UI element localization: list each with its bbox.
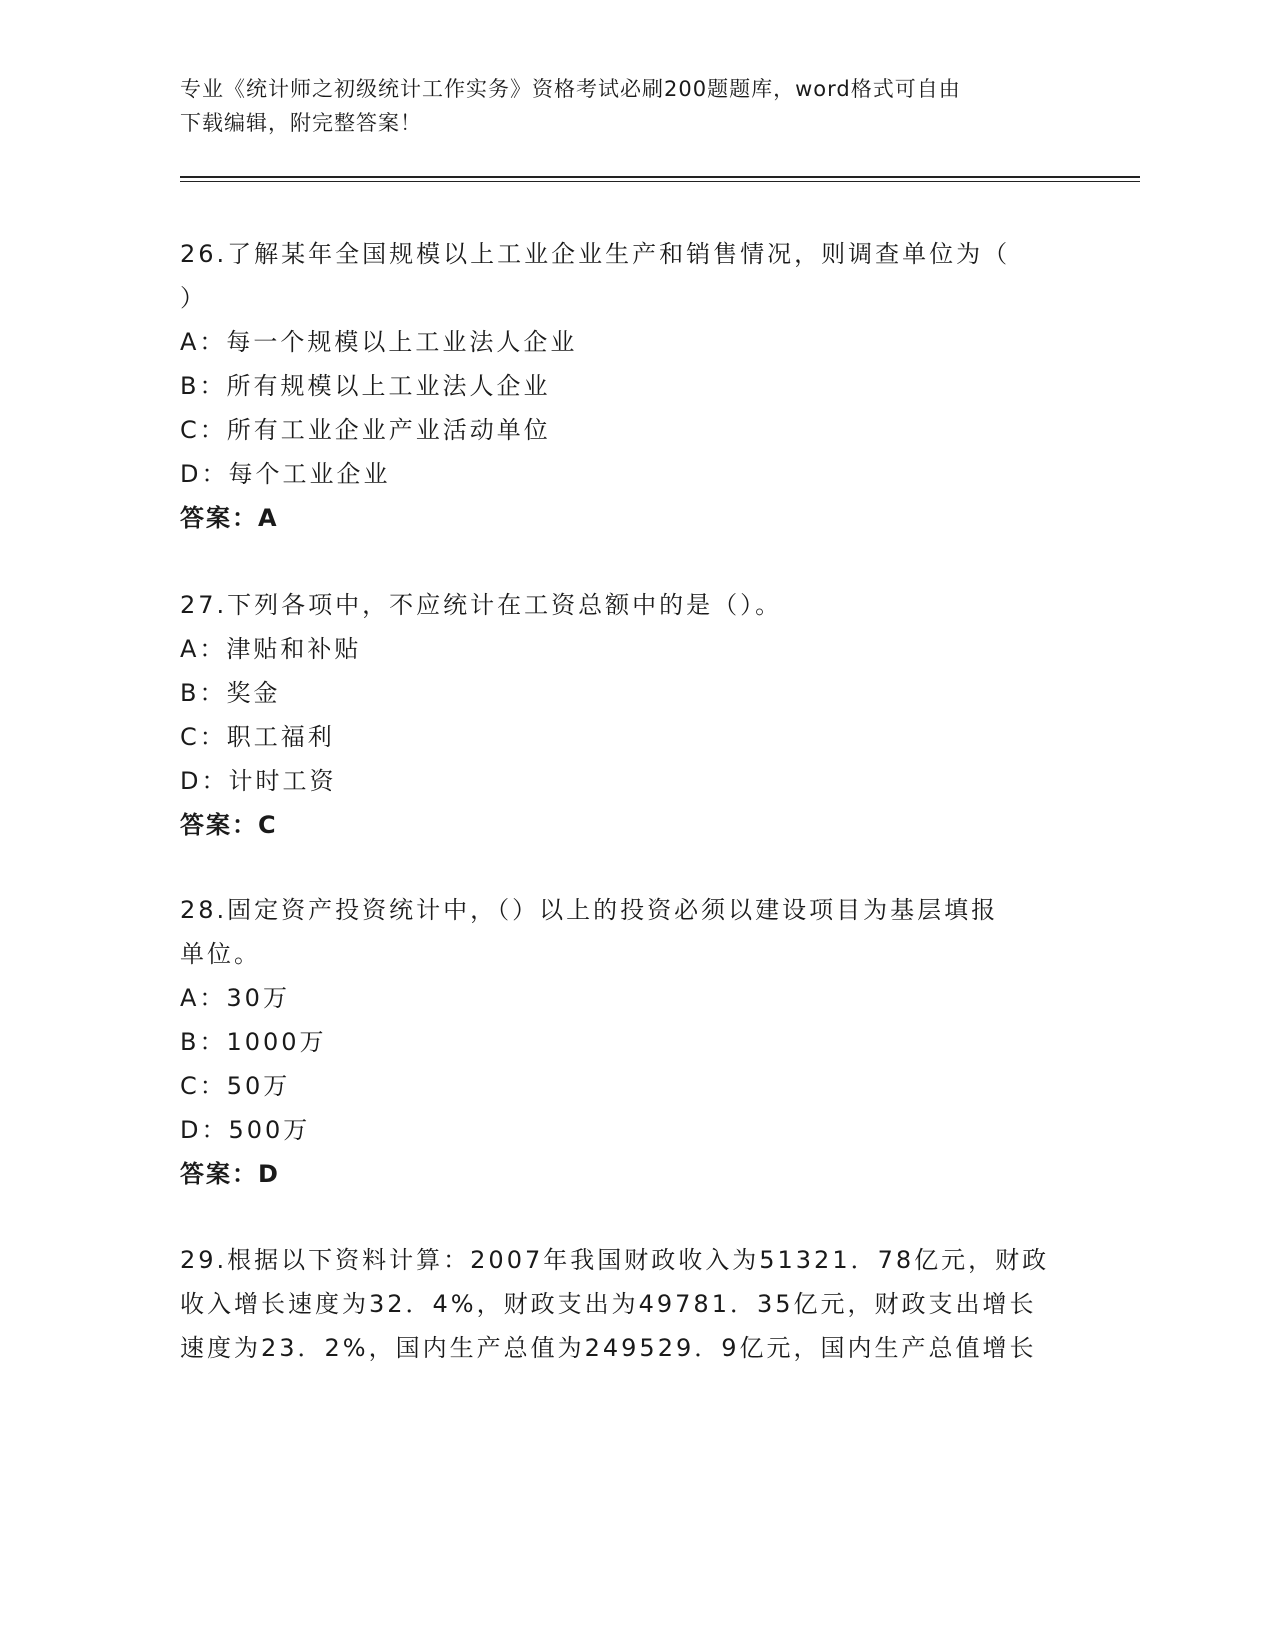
option-b: B：1000万 (180, 1028, 327, 1056)
option-d: D：计时工资 (180, 767, 337, 795)
question-stem-continued: 收入增长速度为32．4%，财政支出为49781．35亿元，财政支出增长 (180, 1290, 1037, 1318)
question-stem: 29.根据以下资料计算：2007年我国财政收入为51321．78亿元，财政 (180, 1246, 1050, 1274)
option-a: A：每一个规模以上工业法人企业 (180, 328, 578, 356)
option-d: D：每个工业企业 (180, 460, 391, 488)
option-b: B：奖金 (180, 679, 281, 707)
question-29 (180, 1238, 1080, 1370)
option-c: C：所有工业企业产业活动单位 (180, 416, 551, 444)
answer-label: 答案：C (180, 811, 278, 839)
header-line-1: 专业《统计师之初级统计工作实务》资格考试必刷200题题库，word格式可自由 (180, 77, 961, 101)
option-b: B：所有规模以上工业法人企业 (180, 372, 551, 400)
header-divider (180, 176, 1140, 182)
question-stem: 27.下列各项中，不应统计在工资总额中的是（）。 (180, 591, 783, 619)
question-28 (180, 888, 1080, 1196)
question-stem-continued: 单位。 (180, 940, 261, 968)
option-c: C：职工福利 (180, 723, 335, 751)
question-stem: 28.固定资产投资统计中，（）以上的投资必须以建设项目为基层填报 (180, 896, 999, 924)
question-27 (180, 583, 1080, 847)
header-line-2: 下载编辑，附完整答案！ (180, 111, 422, 135)
answer-label: 答案：D (180, 1160, 280, 1188)
option-a: A：津贴和补贴 (180, 635, 362, 663)
question-stem-continued: ） (180, 284, 207, 312)
option-a: A：30万 (180, 984, 290, 1012)
question-26 (180, 232, 1080, 540)
document-header (180, 72, 1060, 140)
option-c: C：50万 (180, 1072, 291, 1100)
answer-label: 答案：A (180, 504, 279, 532)
question-stem-continued: 速度为23．2%，国内生产总值为249529．9亿元，国内生产总值增长 (180, 1334, 1037, 1362)
question-stem: 26.了解某年全国规模以上工业企业生产和销售情况，则调查单位为（ (180, 240, 1011, 268)
option-d: D：500万 (180, 1116, 311, 1144)
